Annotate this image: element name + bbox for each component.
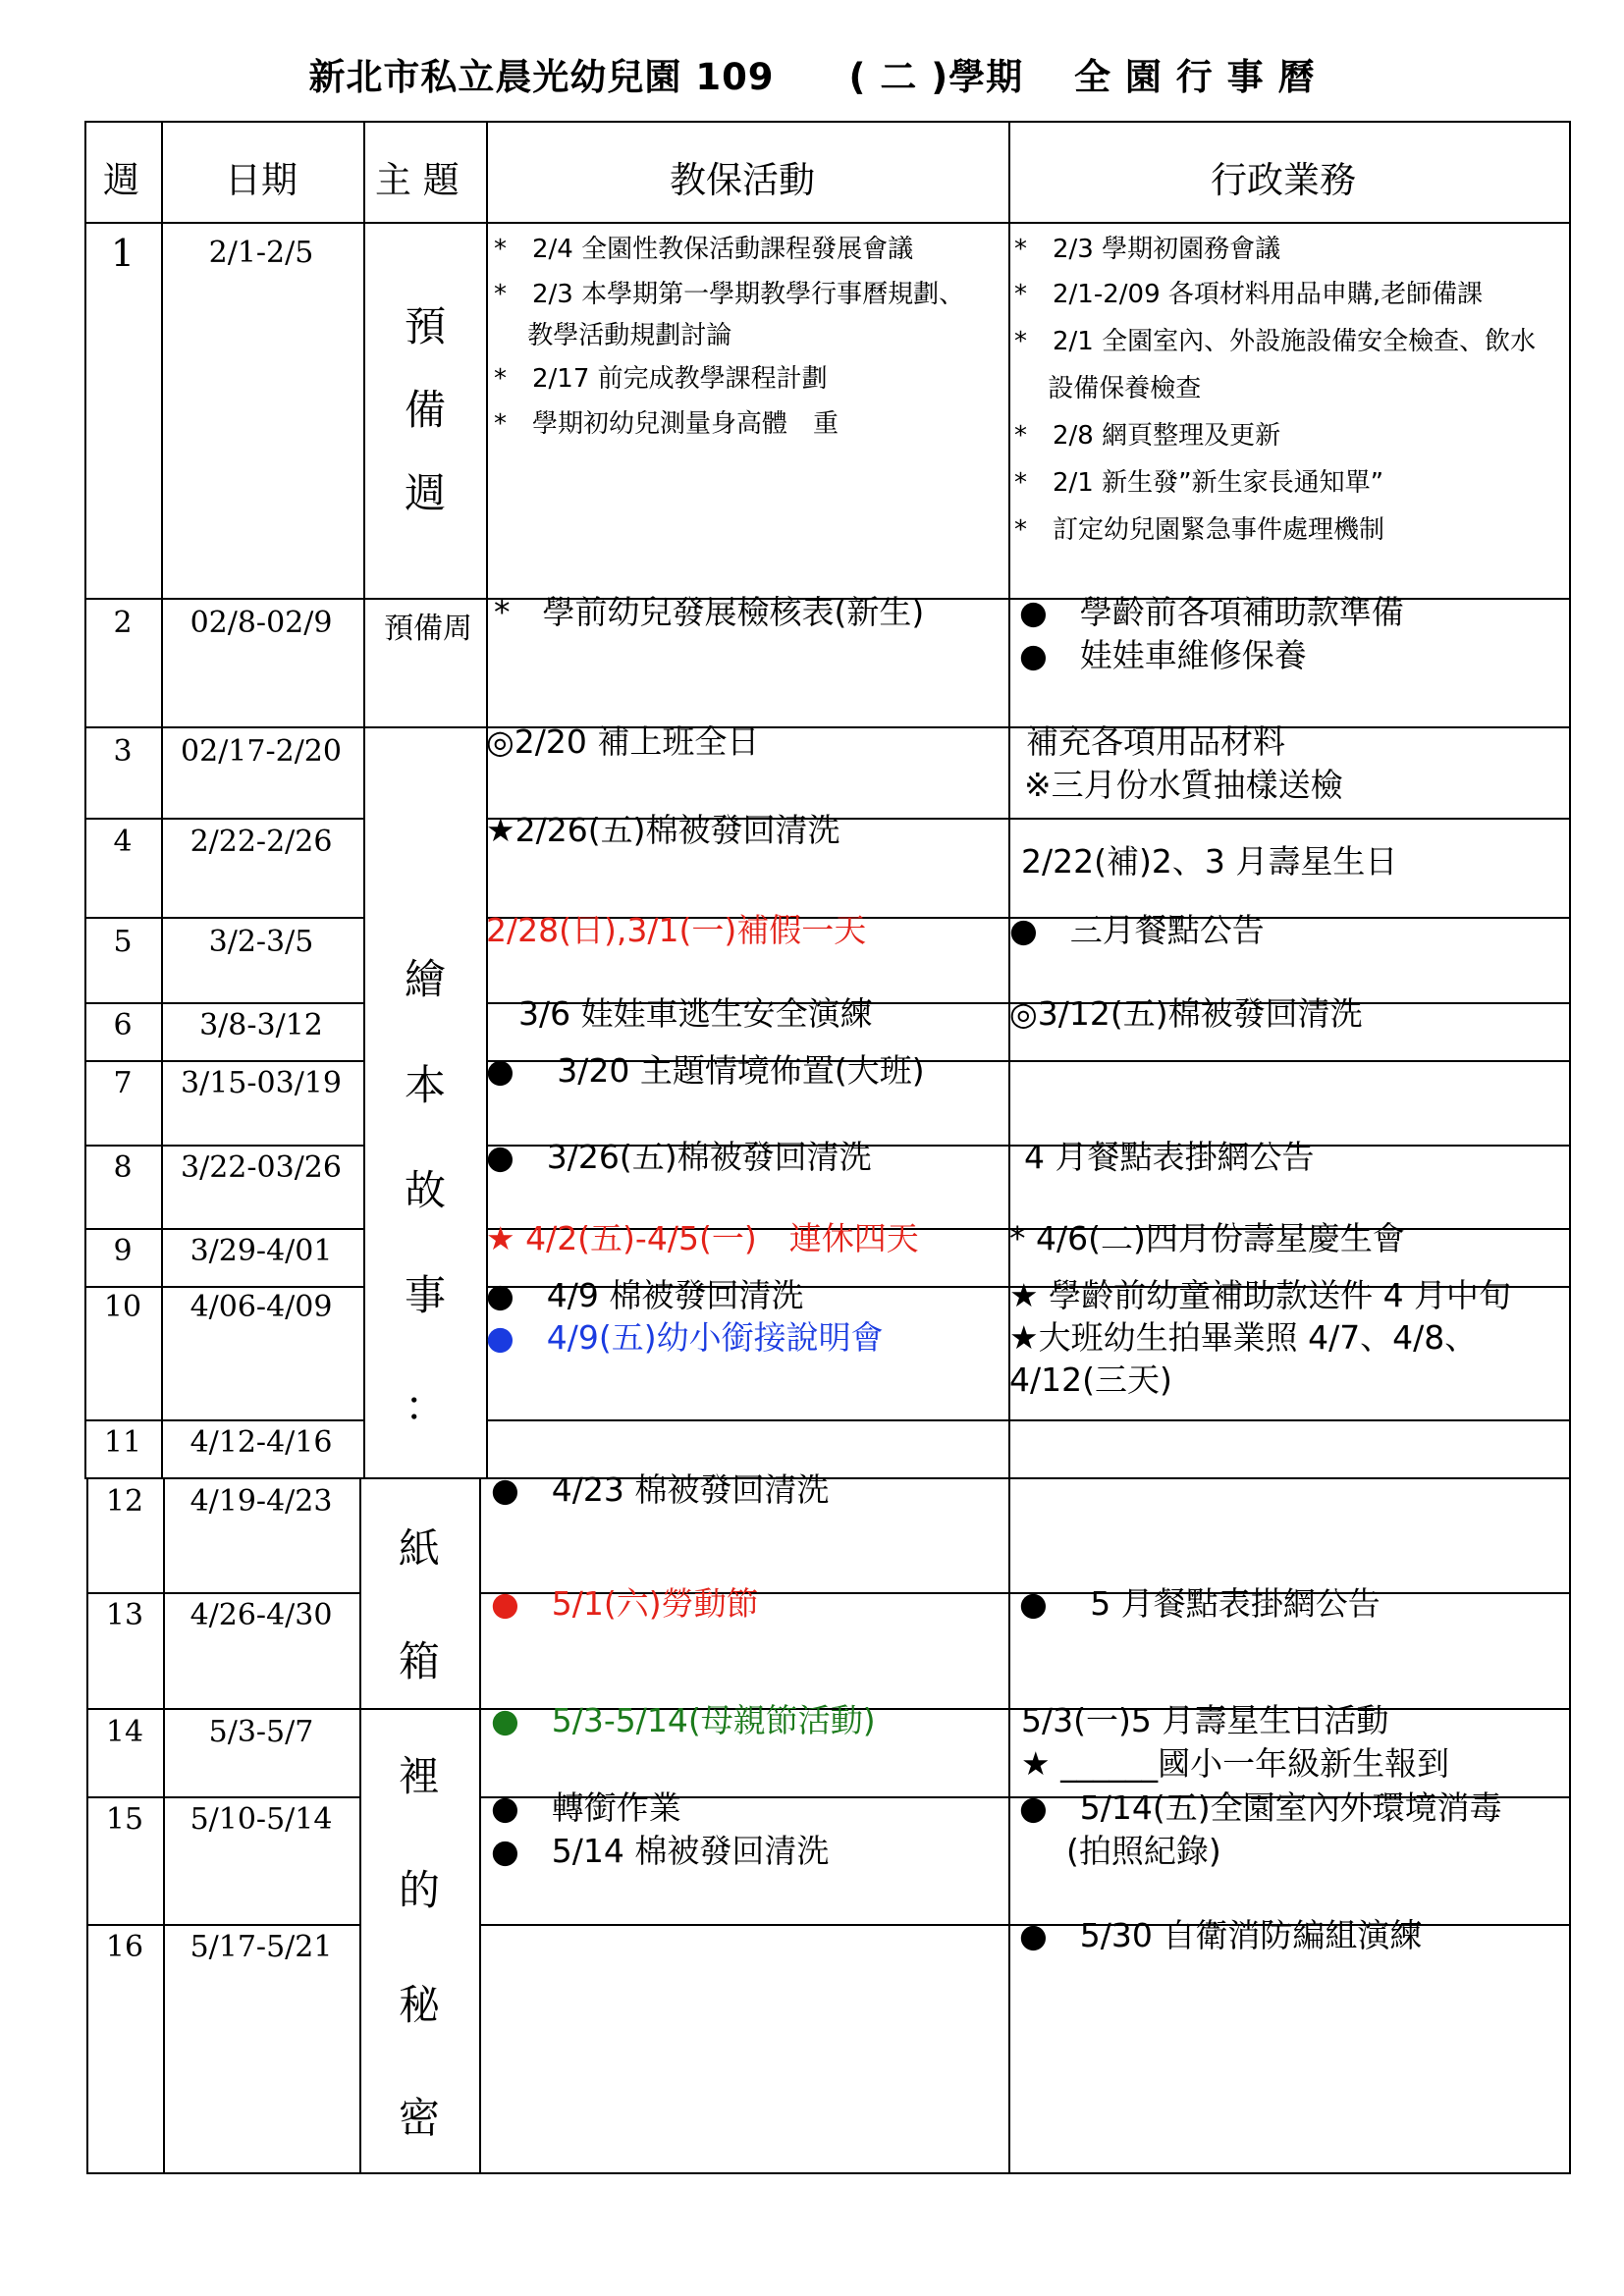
theme-char: 裡 (398, 1752, 440, 1800)
admin-line: * 2/8 網頁整理及更新 (1014, 421, 1281, 451)
admin-line: * 訂定幼兒園緊急事件處理機制 (1014, 515, 1385, 545)
activity-line: ● 3/26(五)棉被發回清洗 (486, 1138, 872, 1176)
week-number: 10 (103, 1290, 142, 1324)
row-divider (84, 818, 364, 820)
week-date: 2/22-2/26 (189, 825, 333, 859)
theme-prep-week: 預備周 (384, 612, 472, 646)
admin-line: ● 5 月餐點表掛網公告 (1019, 1584, 1380, 1623)
activity-line: ● 4/23 棉被發回清洗 (491, 1470, 830, 1509)
theme-char: 週 (404, 469, 446, 517)
theme-char: 的 (398, 1866, 440, 1914)
week-number: 1 (110, 232, 135, 275)
theme-char: 預 (404, 302, 446, 350)
admin-line: ● 學齡前各項補助款準備 (1019, 593, 1404, 631)
table-border (84, 121, 1571, 123)
row-divider (84, 1002, 364, 1004)
admin-line: ※三月份水質抽樣送檢 (1024, 766, 1343, 804)
activity-line: ● 4/9(五)幼小銜接說明會 (486, 1318, 884, 1357)
column-divider (359, 1477, 361, 2174)
theme-char: 密 (398, 2094, 440, 2142)
admin-line: 4 月餐點表掛網公告 (1024, 1138, 1315, 1176)
week-date: 02/17-2/20 (181, 734, 342, 769)
table-border (84, 121, 86, 1479)
theme-char: 事 (404, 1271, 446, 1319)
header-week: 週 (103, 159, 139, 201)
activity-line: ◎2/20 補上班全日 (486, 722, 760, 761)
theme-char: 繪 (404, 955, 446, 1003)
admin-line: 2/22(補)2、3 月壽星生日 (1021, 842, 1398, 881)
table-border (1569, 121, 1571, 2174)
admin-line: 4/12(三天) (1009, 1361, 1172, 1399)
week-date: 4/12-4/16 (189, 1425, 333, 1460)
admin-line: ● 5/30 自衛消防編組演練 (1019, 1916, 1423, 1954)
activity-line: 教學活動規劃討論 (494, 321, 732, 350)
row-divider (84, 1419, 364, 1421)
admin-line: ◎3/12(五)棉被發回清洗 (1009, 994, 1363, 1033)
admin-line: * 4/6(二)四月份壽星慶生會 (1009, 1219, 1405, 1257)
admin-line: ★ ______國小一年級新生報到 (1021, 1744, 1450, 1783)
week-date: 02/8-02/9 (189, 606, 333, 640)
activity-line: ● 4/9 棉被發回清洗 (486, 1276, 804, 1314)
column-divider (161, 121, 163, 1479)
activity-line: * 學期初幼兒測量身高體 重 (494, 409, 839, 439)
activity-line: ● 轉銜作業 (491, 1789, 681, 1827)
theme-char: ： (404, 1382, 446, 1430)
activity-line: ★2/26(五)棉被發回清洗 (486, 811, 840, 849)
week-number: 13 (105, 1598, 144, 1632)
header-date: 日期 (225, 159, 298, 201)
activity-line: * 2/17 前完成教學課程計劃 (494, 364, 828, 394)
week-number: 11 (103, 1425, 142, 1460)
row-divider (86, 1924, 360, 1926)
activity-line: ● 5/14 棉被發回清洗 (491, 1832, 830, 1870)
theme-char: 本 (404, 1061, 446, 1109)
week-number: 3 (113, 734, 133, 769)
admin-line: (拍照紀錄) (1066, 1832, 1221, 1870)
week-number: 4 (113, 825, 133, 859)
week-date: 5/3-5/7 (208, 1715, 314, 1749)
week-date: 4/19-4/23 (189, 1484, 333, 1519)
admin-line: 補充各項用品材料 (1026, 722, 1285, 761)
week-number: 14 (105, 1715, 144, 1749)
theme-char: 紙 (398, 1524, 440, 1573)
header-activities: 教保活動 (670, 159, 815, 201)
activity-line: ● 5/3-5/14(母親節活動) (491, 1701, 876, 1739)
week-date: 5/10-5/14 (189, 1802, 333, 1837)
theme-char: 故 (404, 1166, 446, 1214)
column-divider (363, 121, 365, 1479)
week-date: 3/29-4/01 (189, 1234, 333, 1268)
activity-line: 3/6 娃娃車逃生安全演練 (486, 994, 873, 1033)
activity-line: ★ 4/2(五)-4/5(一) 連休四天 (486, 1219, 919, 1257)
week-number: 7 (113, 1066, 133, 1100)
admin-line: * 2/3 學期初園務會議 (1014, 235, 1281, 264)
week-number: 8 (113, 1150, 133, 1185)
week-date: 2/1-2/5 (208, 236, 314, 270)
week-number: 6 (113, 1008, 133, 1042)
row-divider (84, 222, 1571, 224)
row-divider (84, 917, 364, 919)
header-admin: 行政業務 (1211, 159, 1356, 201)
week-date: 5/17-5/21 (189, 1930, 333, 1964)
admin-line: 5/3(一)5 月壽星生日活動 (1021, 1701, 1389, 1739)
admin-line: ● 三月餐點公告 (1009, 911, 1265, 949)
admin-line: ● 5/14(五)全園室內外環境消毒 (1019, 1789, 1502, 1827)
theme-char: 秘 (398, 1981, 440, 2029)
admin-line: 設備保養檢查 (1014, 374, 1202, 403)
activity-line: * 2/3 本學期第一學期教學行事曆規劃、 (494, 280, 965, 309)
week-number: 16 (105, 1930, 144, 1964)
admin-line: ● 娃娃車維修保養 (1019, 636, 1307, 674)
row-divider (84, 1286, 364, 1288)
theme-char: 備 (404, 386, 446, 434)
row-divider (84, 1145, 364, 1147)
activity-line: * 2/4 全園性教保活動課程發展會議 (494, 235, 914, 264)
week-number: 5 (113, 925, 133, 959)
activity-line: ● 3/20 主題情境佈置(大班) (486, 1051, 925, 1090)
week-number: 12 (105, 1484, 144, 1519)
admin-line: * 2/1 新生發”新生家長通知單” (1014, 468, 1384, 498)
column-divider (479, 1477, 481, 2174)
week-date: 4/26-4/30 (189, 1598, 333, 1632)
week-number: 15 (105, 1802, 144, 1837)
admin-line: * 2/1 全園室內、外設施設備安全檢查、飲水 (1014, 327, 1537, 356)
activity-line: * 學前幼兒發展檢核表(新生) (494, 593, 925, 631)
week-date: 3/2-3/5 (208, 925, 314, 959)
row-divider (84, 1228, 364, 1230)
admin-line: ★大班幼生拍畢業照 4/7、4/8、 (1009, 1318, 1478, 1357)
row-divider (84, 1060, 364, 1062)
week-date: 3/22-03/26 (181, 1150, 342, 1185)
week-date: 3/15-03/19 (181, 1066, 342, 1100)
row-divider (84, 726, 1571, 728)
activity-line: 2/28(日),3/1(一)補假一天 (486, 911, 867, 949)
activity-line: ● 5/1(六)勞動節 (491, 1584, 759, 1623)
table-border (86, 2172, 1571, 2174)
row-divider (86, 1796, 360, 1798)
row-divider (86, 1592, 360, 1594)
column-divider (1008, 1477, 1010, 2174)
page-title: 新北市私立晨光幼兒園 109 ( 二 )學期 全 園 行 事 曆 (308, 56, 1316, 98)
header-theme: 主 題 (375, 159, 460, 201)
theme-char: 箱 (398, 1637, 440, 1685)
admin-line: ★ 學齡前幼童補助款送件 4 月中旬 (1009, 1276, 1512, 1314)
week-date: 3/8-3/12 (199, 1008, 323, 1042)
week-number: 2 (113, 606, 133, 640)
week-date: 4/06-4/09 (189, 1290, 333, 1324)
row-divider (486, 1419, 1571, 1421)
admin-line: * 2/1-2/09 各項材料用品申購,老師備課 (1014, 280, 1484, 309)
week-number: 9 (113, 1234, 133, 1268)
